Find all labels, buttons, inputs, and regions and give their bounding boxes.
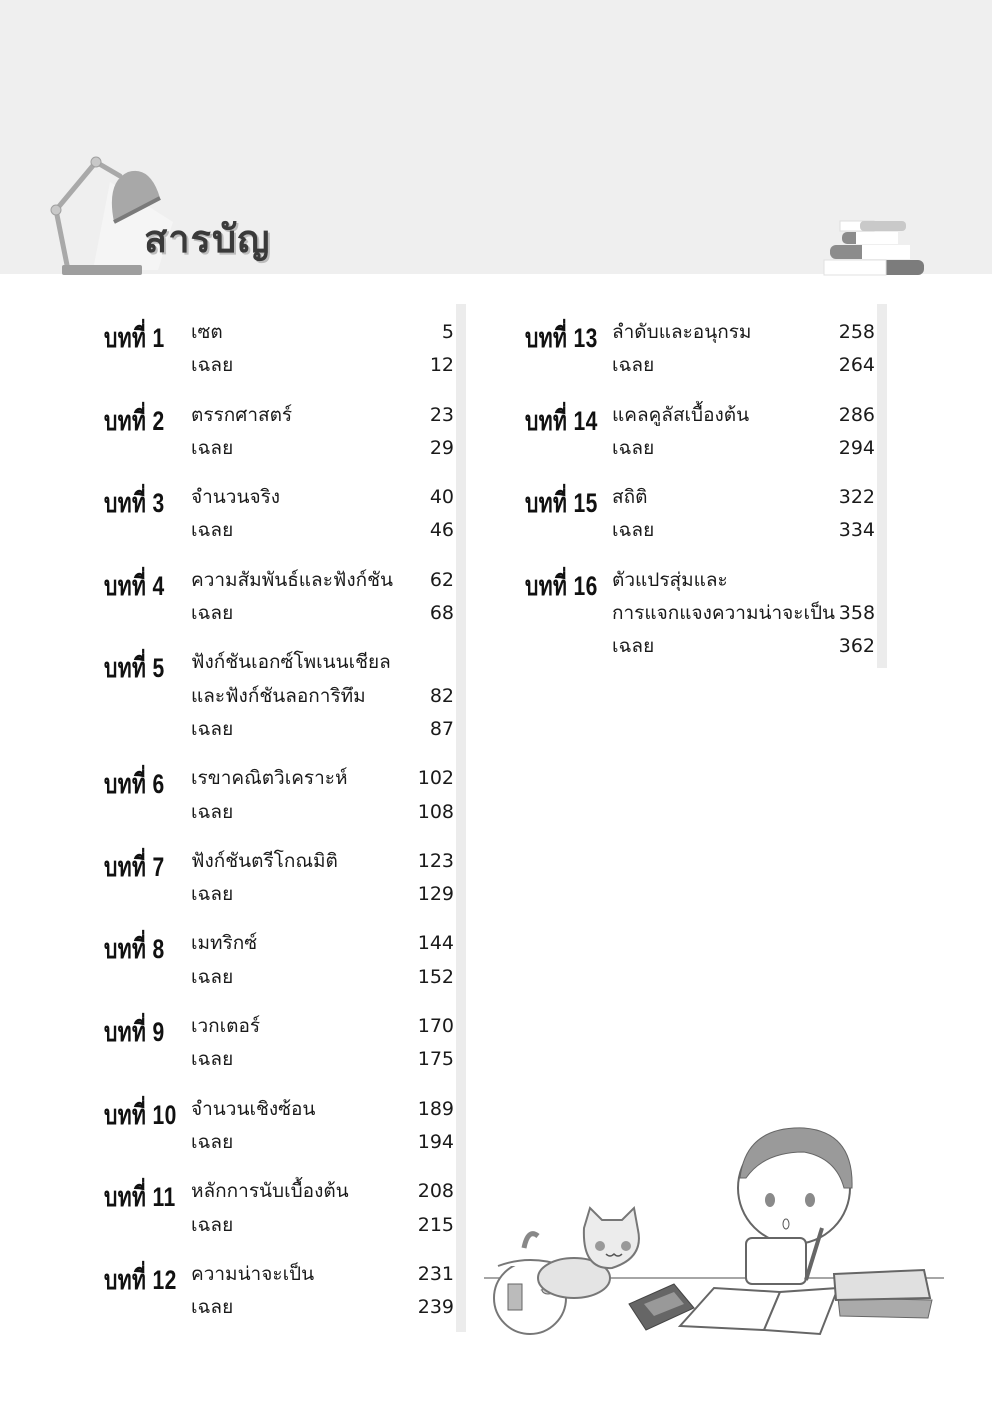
entry-page: 62 — [429, 568, 454, 591]
toc-entry[interactable] — [191, 1258, 454, 1291]
entry-title: ความน่าจะเป็น — [191, 1262, 315, 1285]
entry-title: เฉลย — [191, 1296, 234, 1319]
toc-chapter-15 — [525, 481, 875, 548]
toc-entry[interactable] — [612, 349, 875, 382]
chapter-label: บทที่ 13 — [525, 323, 598, 353]
toc-chapter-13 — [525, 316, 875, 383]
book-stack-right-icon — [834, 1270, 932, 1318]
entry-page: 258 — [838, 321, 875, 343]
entry-title: เมทริกซ์ — [191, 932, 258, 955]
entry-page: 264 — [838, 354, 875, 377]
toc-entry[interactable] — [191, 1209, 454, 1242]
entry-page: 334 — [838, 519, 875, 542]
toc-chapter-4 — [104, 564, 454, 631]
toc-entry[interactable] — [191, 432, 454, 465]
toc-chapter-2 — [104, 399, 454, 466]
entry-title: เฉลย — [612, 519, 655, 542]
entry-page: 144 — [417, 932, 454, 955]
book-stack-icon — [822, 218, 928, 278]
toc-entry[interactable] — [191, 713, 454, 746]
entry-page: 23 — [429, 403, 454, 426]
entry-title: ฟังก์ชันตรีโกณมิติ — [191, 849, 338, 872]
entry-title: เฉลย — [191, 800, 234, 823]
toc-entry[interactable] — [191, 597, 454, 630]
entry-page: 129 — [417, 883, 454, 906]
toc-chapter-1 — [104, 316, 454, 383]
page-title: สารบัญ — [144, 217, 271, 261]
toc-entry[interactable] — [612, 432, 875, 465]
entry-page: 82 — [429, 684, 454, 707]
chapter-label: บทที่ 12 — [104, 1264, 177, 1295]
entry-title: เฉลย — [191, 602, 234, 625]
entry-title: เวกเตอร์ — [191, 1015, 261, 1038]
entry-title: ลำดับและอนุกรม — [612, 321, 752, 343]
entry-title: แคลคูลัสเบื้องต้น — [612, 403, 750, 426]
entry-title: เฉลย — [612, 635, 655, 658]
toc-entry[interactable] — [191, 762, 454, 795]
toc-chapter-9 — [104, 1010, 454, 1077]
entry-page: 170 — [417, 1015, 454, 1038]
toc-entry[interactable] — [191, 399, 454, 432]
toc-chapter-6 — [104, 762, 454, 829]
entry-page: 294 — [838, 436, 875, 459]
chapter-label: บทที่ 14 — [525, 405, 598, 436]
entry-page: 286 — [838, 403, 875, 426]
toc-chapter-14 — [525, 399, 875, 466]
entry-title: จำนวนจริง — [191, 486, 281, 509]
toc-chapter-16 — [525, 564, 875, 664]
toc-chapter-5 — [104, 646, 454, 746]
column-divider-right — [877, 304, 887, 668]
toc-entry[interactable] — [612, 514, 875, 547]
entry-title: เฉลย — [191, 354, 234, 377]
entry-page: 208 — [417, 1180, 454, 1203]
entry-title: ความสัมพันธ์และฟังก์ชัน — [191, 568, 394, 591]
chapter-label: บทที่ 8 — [104, 934, 165, 965]
toc-column-left — [104, 316, 454, 1340]
chapter-label: บทที่ 15 — [525, 488, 598, 519]
entry-page: 362 — [838, 635, 875, 658]
student-icon — [738, 1128, 852, 1284]
entry-title: ตัวแปรสุ่มและ — [612, 568, 728, 591]
toc-entry[interactable] — [191, 1010, 454, 1043]
entry-title: การแจกแจงความน่าจะเป็น — [612, 602, 836, 625]
student-studying-illustration — [484, 1108, 944, 1344]
toc-entry[interactable] — [191, 1291, 454, 1324]
toc-chapter-10 — [104, 1093, 454, 1160]
toc-entry[interactable] — [191, 1093, 454, 1126]
chapter-label: บทที่ 5 — [104, 653, 165, 684]
toc-entry[interactable] — [191, 646, 454, 679]
entry-title: เฉลย — [191, 436, 234, 459]
toc-entry[interactable] — [191, 481, 454, 514]
entry-page: 102 — [417, 767, 454, 790]
toc-entry[interactable] — [191, 845, 454, 878]
entry-page: 231 — [417, 1262, 454, 1285]
entry-page: 215 — [417, 1213, 454, 1236]
entry-page: 239 — [417, 1296, 454, 1319]
toc-chapter-11 — [104, 1175, 454, 1242]
entry-title: เซต — [191, 321, 223, 343]
entry-page: 40 — [429, 486, 454, 509]
entry-title: เฉลย — [191, 1213, 234, 1236]
entry-page: 358 — [838, 602, 876, 625]
column-divider-left — [456, 304, 466, 1332]
toc-entry[interactable] — [191, 349, 454, 382]
toc-chapter-7 — [104, 845, 454, 912]
entry-title: ตรรกศาสตร์ — [191, 403, 293, 426]
entry-page: 108 — [417, 800, 454, 823]
chapter-label: บทที่ 3 — [104, 488, 165, 519]
toc-entry[interactable] — [191, 514, 454, 547]
toc-entry[interactable] — [191, 316, 454, 349]
chapter-label: บทที่ 10 — [104, 1099, 177, 1130]
toc-chapter-3 — [104, 481, 454, 548]
entry-title: หลักการนับเบื้องต้น — [191, 1180, 349, 1203]
entry-title: เฉลย — [191, 519, 234, 542]
entry-page: 123 — [417, 849, 454, 872]
entry-title: เรขาคณิตวิเคราะห์ — [191, 767, 348, 790]
entry-title: ฟังก์ชันเอกซ์โพเนนเชียล — [191, 651, 391, 674]
toc-entry[interactable] — [191, 961, 454, 994]
toc-entry[interactable] — [191, 680, 454, 713]
entry-title: เฉลย — [191, 717, 234, 740]
toc-entry[interactable] — [191, 927, 454, 960]
toc-entry[interactable] — [191, 878, 454, 911]
toc-entry[interactable] — [191, 1043, 454, 1076]
toc-entry[interactable] — [191, 1126, 454, 1159]
entry-page: 46 — [429, 519, 454, 542]
entry-title: เฉลย — [191, 1048, 234, 1071]
toc-entry[interactable] — [612, 481, 875, 514]
entry-page: 5 — [441, 321, 454, 343]
entry-page: 12 — [429, 354, 454, 377]
toc-entry[interactable] — [191, 796, 454, 829]
toc-entry[interactable] — [612, 630, 875, 663]
entry-title: สถิติ — [612, 486, 648, 509]
chapter-label: บทที่ 16 — [525, 570, 598, 601]
toc-entry[interactable] — [191, 1175, 454, 1208]
chapter-label: บทที่ 4 — [104, 570, 165, 601]
entry-title: เฉลย — [191, 883, 234, 906]
chapter-label: บทที่ 11 — [104, 1182, 176, 1213]
entry-page: 189 — [417, 1097, 454, 1120]
toc-entry[interactable] — [612, 564, 875, 597]
entry-title: เฉลย — [191, 965, 234, 988]
entry-page: 29 — [429, 436, 454, 459]
chapter-label: บทที่ 6 — [104, 769, 165, 800]
open-notebook-icon — [680, 1288, 838, 1334]
chapter-label: บทที่ 7 — [104, 851, 165, 882]
toc-entry[interactable] — [612, 399, 875, 432]
chapter-label: บทที่ 1 — [104, 323, 165, 353]
toc-entry[interactable] — [612, 597, 875, 630]
entry-title: และฟังก์ชันลอการิทึม — [191, 684, 366, 707]
entry-title: จำนวนเชิงซ้อน — [191, 1097, 316, 1120]
chapter-label: บทที่ 9 — [104, 1017, 165, 1048]
entry-title: เฉลย — [191, 1130, 234, 1153]
entry-page: 175 — [417, 1048, 454, 1071]
entry-page: 152 — [417, 965, 454, 988]
toc-entry[interactable] — [191, 564, 454, 597]
toc-column-right — [525, 316, 875, 680]
toc-entry[interactable] — [612, 316, 875, 349]
toc-chapter-12 — [104, 1258, 454, 1325]
entry-title: เฉลย — [612, 354, 655, 377]
entry-page: 68 — [429, 602, 454, 625]
entry-page: 322 — [838, 486, 875, 509]
entry-page: 194 — [417, 1130, 454, 1153]
entry-page: 87 — [429, 717, 454, 740]
entry-title: เฉลย — [612, 436, 655, 459]
toc-chapter-8 — [104, 927, 454, 994]
cat-icon — [524, 1208, 639, 1298]
chapter-label: บทที่ 2 — [104, 405, 165, 436]
